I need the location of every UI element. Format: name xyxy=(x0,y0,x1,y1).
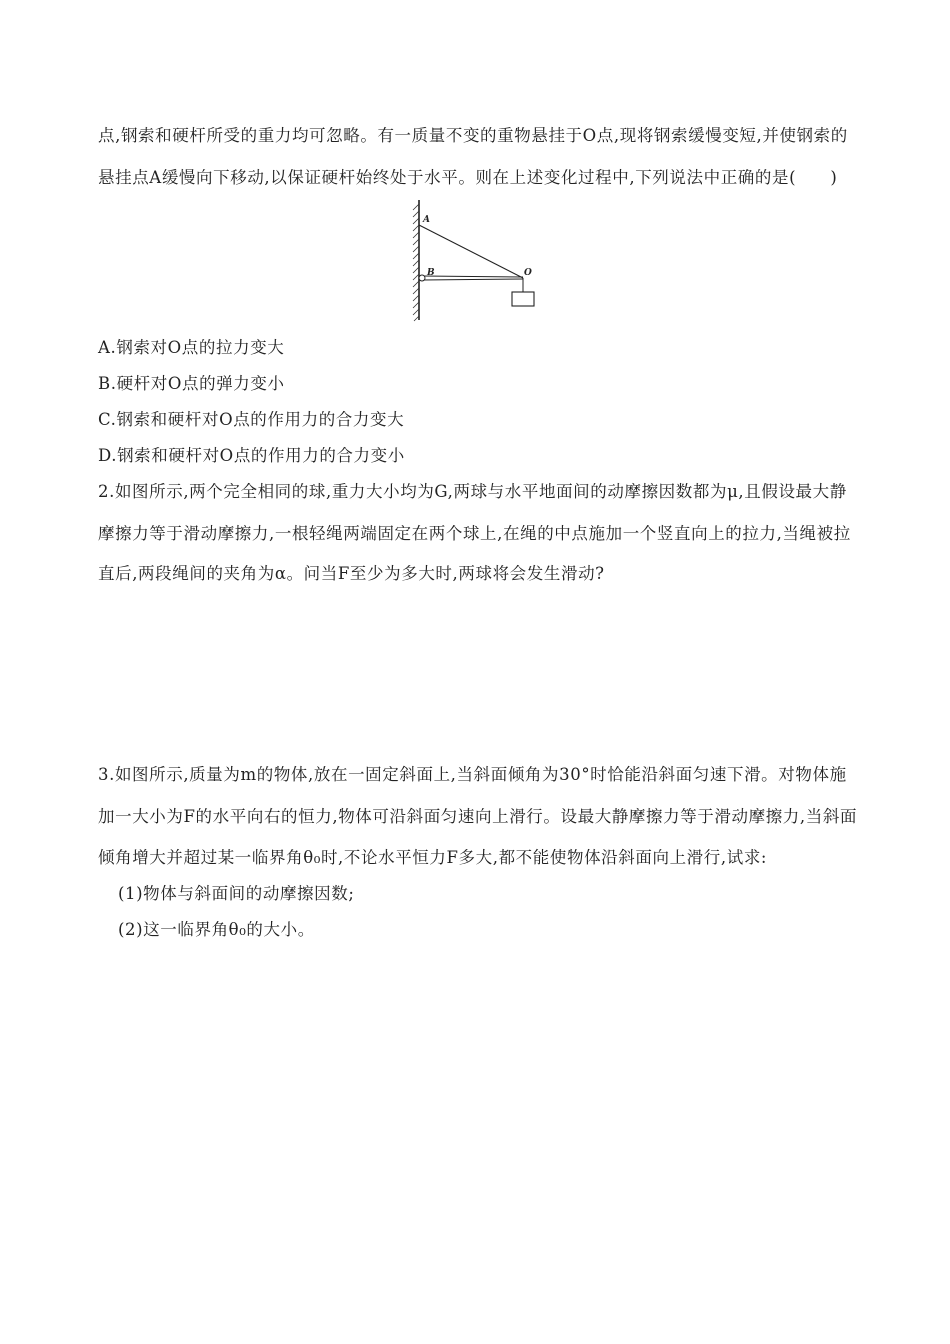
label-a: A xyxy=(423,215,430,225)
q1-stem-line: 点,钢索和硬杆所受的重力均可忽略。有一质量不变的重物悬挂于O点,现将钢索缓慢变短,并使钢索的 xyxy=(98,126,848,145)
q3-line: 倾角增大并超过某一临界角θ₀时,不论水平恒力F多大,都不能使物体沿斜面向上滑行,试求: xyxy=(98,848,768,867)
q2-line: 摩擦力等于滑动摩擦力,一根轻绳两端固定在两个球上,在绳的中点施加一个竖直向上的拉力,当绳被拉 xyxy=(98,524,851,543)
rod-bo-bottom xyxy=(423,279,523,280)
q2-line: 直后,两段绳间的夹角为α。问当F至少为多大时,两球将会发生滑动? xyxy=(98,564,605,583)
q3-subquestion-2: (2)这一临界角θ₀的大小。 xyxy=(118,920,315,939)
q3-line: 加一大小为F的水平向右的恒力,物体可沿斜面匀速向上滑行。设最大静摩擦力等于滑动摩擦力,当斜面 xyxy=(98,807,858,826)
q1-diagram xyxy=(400,198,550,322)
q1-stem-line: 悬挂点A缓慢向下移动,以保证硬杆始终处于水平。则在上述变化过程中,下列说法中正确的是( ) xyxy=(98,168,838,187)
label-o: O xyxy=(524,268,532,278)
label-b: B xyxy=(427,268,435,278)
rod-bo-top xyxy=(423,276,523,277)
q1-option-a: A.钢索对O点的拉力变大 xyxy=(98,338,285,357)
q1-diagram-svg xyxy=(400,198,550,322)
weight-block xyxy=(512,292,534,306)
q1-option-b: B.硬杆对O点的弹力变小 xyxy=(98,374,285,393)
q1-option-c: C.钢索和硬杆对O点的作用力的合力变大 xyxy=(98,410,405,429)
wall-hatching xyxy=(413,204,419,321)
hinge-b xyxy=(419,275,425,281)
q1-option-d: D.钢索和硬杆对O点的作用力的合力变小 xyxy=(98,446,405,465)
q3-subquestion-1: (1)物体与斜面间的动摩擦因数; xyxy=(118,884,355,903)
q3-line: 3.如图所示,质量为m的物体,放在一固定斜面上,当斜面倾角为30°时恰能沿斜面匀速下滑。对物体施 xyxy=(98,765,847,784)
q2-line: 2.如图所示,两个完全相同的球,重力大小均为G,两球与水平地面间的动摩擦因数都为μ,且假设最大静 xyxy=(98,482,847,501)
